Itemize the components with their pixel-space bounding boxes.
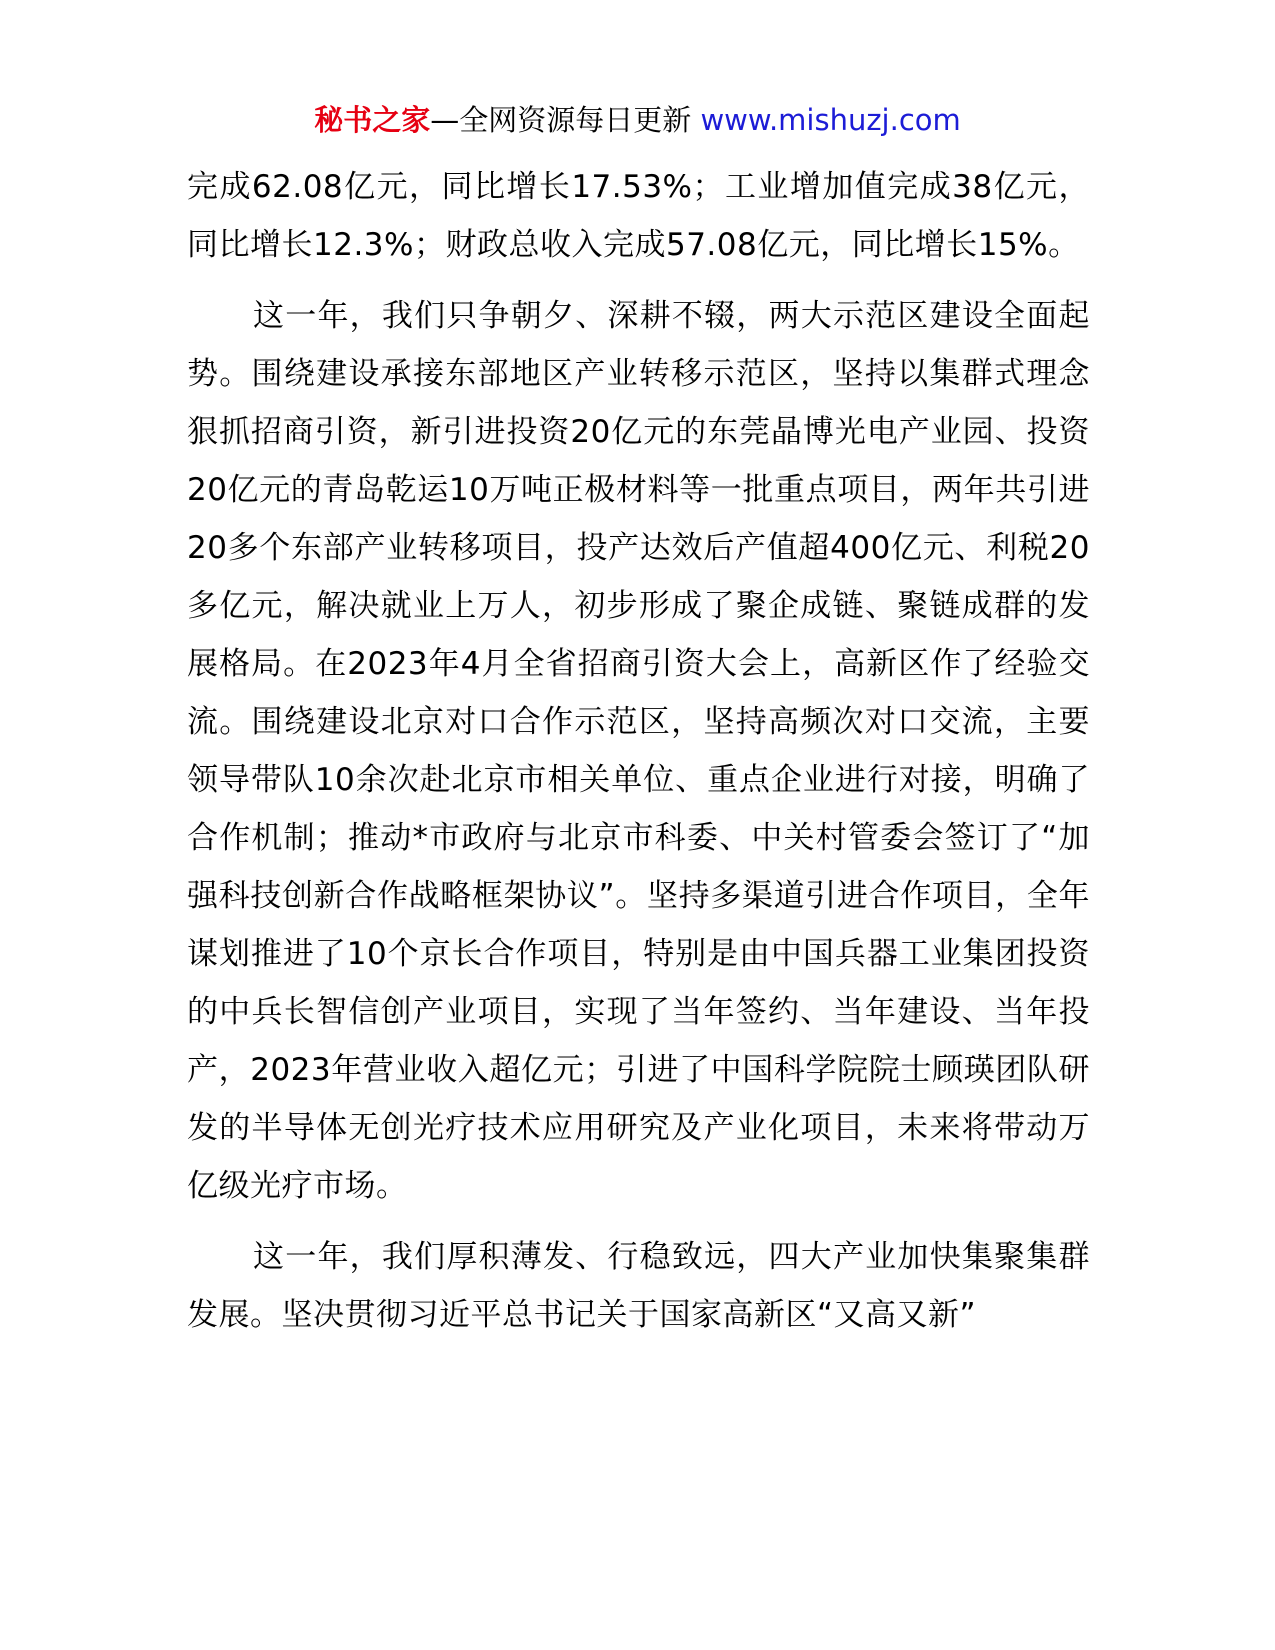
page-header — [0, 100, 1275, 140]
paragraph-industries: 这一年，我们厚积薄发、行稳致远，四大产业加快集聚集群发展。坚决贯彻习近平总书记关于国家高新区“又高又新” — [187, 1239, 1090, 1333]
header-slogan: —全网资源每日更新 — [430, 103, 692, 137]
paragraph-continued: 完成62.08亿元，同比增长17.53%；工业增加值完成38亿元，同比增长12.3%；财政总收入完成57.08亿元，同比增长15%。 — [187, 169, 1090, 263]
site-url-link[interactable]: www.mishuzj.com — [700, 103, 961, 137]
brand-name: 秘书之家 — [314, 103, 431, 137]
document-body — [187, 158, 1090, 1357]
paragraph-demonstration-zones: 这一年，我们只争朝夕、深耕不辍，两大示范区建设全面起势。围绕建设承接东部地区产业转移示范区，坚持以集群式理念狠抓招商引资，新引进投资20亿元的东莞晶博光电产业园、投资20亿元的青岛乾运10万吨正极材料等一批重点项目，两年共引进20多个东部产业转移项目，投产达效后产值超400亿元、利税20多亿元，解决就业上万人，初步形成了聚企成链、聚链成群的发展格局。在2023年4月全省招商引资大会上，高新区作了经验交流。围绕建设北京对口合作示范区，坚持高频次对口交流，主要领导带队10余次赴北京市相关单位、重点企业进行对接，明确了合作机制；推动*市政府与北京市科委、中关村管委会签订了“加强科技创新合作战略框架协议”。坚持多渠道引进合作项目，全年谋划推进了10个京长合作项目，特别是由中国兵器工业集团投资的中兵长智信创产业项目，实现了当年签约、当年建设、当年投产，2023年营业收入超亿元；引进了中国科学院院士顾瑛团队研发的半导体无创光疗技术应用研究及产业化项目，未来将带动万亿级光疗市场。 — [187, 298, 1090, 1204]
